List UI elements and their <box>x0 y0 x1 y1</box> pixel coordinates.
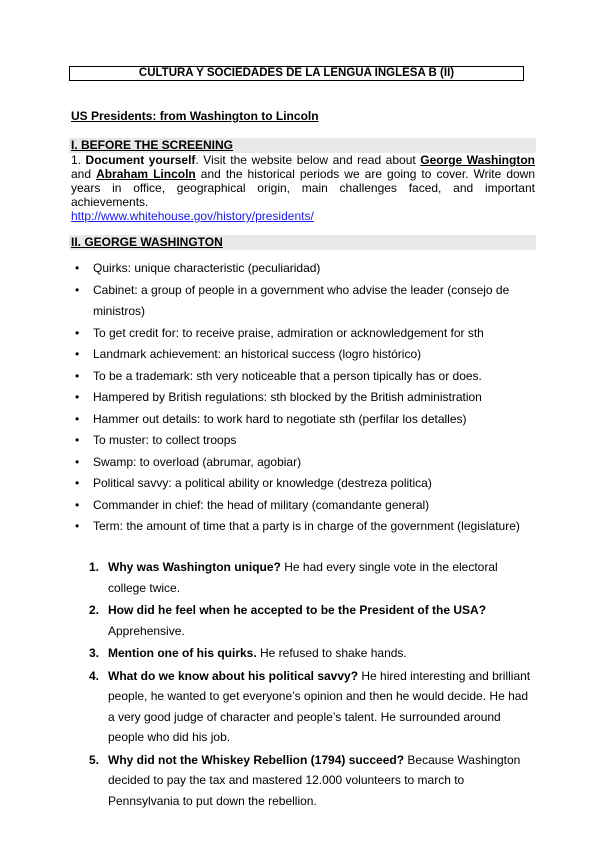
list-item <box>71 280 541 323</box>
vocab-text: Swamp: to overload (abrumar, agobiar) <box>93 454 302 469</box>
intro-text-a: . Visit the website below and read about <box>195 153 421 167</box>
intro-text-b: and <box>71 167 97 181</box>
list-item <box>71 258 541 280</box>
question-item <box>89 557 534 598</box>
question-text: Why was Washington unique? <box>108 560 281 574</box>
question-text: Mention one of his quirks. <box>108 646 257 660</box>
question-text: Why did not the Whiskey Rebellion (1794) succeed? <box>108 752 405 767</box>
bullet: • <box>75 325 80 340</box>
answer-text: Because Washington decided to pay the tax and mastered 12.000 volunteers to march to Pennsylvania to put down the rebellion. <box>108 752 521 808</box>
intro-number: 1. <box>71 153 82 167</box>
name-george-washington: George Washington <box>420 153 535 167</box>
list-item <box>71 344 541 366</box>
whitehouse-link[interactable]: http://www.whitehouse.gov/history/presidents/ <box>71 209 314 223</box>
vocab-text: Hampered by British regulations: sth blocked by the British administration <box>93 390 482 404</box>
questions-list <box>89 557 534 813</box>
page-subtitle: US Presidents: from Washington to Lincoln <box>71 109 319 123</box>
list-item <box>71 387 541 409</box>
vocab-text: To muster: to collect troops <box>93 433 237 447</box>
answer-text: He hired interesting and brilliant people, he wanted to get everyone’s opinion and then he would decide. He had a very good judge of character and people’s talent. He surrounded around people who did his job. <box>108 668 531 744</box>
question-number: 2. <box>89 603 100 617</box>
answer-text: He had every single vote in the electoral college twice. <box>108 560 498 595</box>
question-text: How did he feel when he accepted to be the President of the USA? <box>108 603 487 617</box>
vocab-text: Term: the amount of time that a party is in charge of the government (legislature) <box>93 519 520 533</box>
question-item <box>89 600 534 641</box>
vocab-text: Political savvy: a political ability or knowledge (destreza politica) <box>93 476 432 490</box>
vocab-text: Hammer out details: to work hard to negotiate sth (perfilar los detalles) <box>93 411 467 426</box>
vocab-text: To get credit for: to receive praise, admiration or acknowledgement for sth <box>93 325 484 340</box>
name-abraham-lincoln: Abraham Lincoln <box>96 167 196 181</box>
list-item <box>71 409 541 431</box>
question-text: What do we know about his political savvy? <box>108 668 359 683</box>
question-number: 5. <box>89 752 100 767</box>
question-item <box>89 666 534 748</box>
question-number: 1. <box>89 560 100 574</box>
list-item <box>71 495 541 517</box>
section-heading-george-washington: II. GEORGE WASHINGTON <box>69 235 536 250</box>
vocab-text: Commander in chief: the head of military (comandante general) <box>93 497 430 512</box>
bullet: • <box>75 347 80 361</box>
bullet: • <box>75 476 80 490</box>
section-heading-before-screening: I. BEFORE THE SCREENING <box>69 138 536 153</box>
vocab-text: To be a trademark: sth very noticeable that a person tipically has or does. <box>93 368 482 383</box>
bullet: • <box>75 497 80 512</box>
list-item <box>71 516 541 538</box>
question-number: 3. <box>89 646 100 660</box>
list-item <box>71 366 541 388</box>
answer-text: He refused to shake hands. <box>256 646 407 660</box>
course-title: CULTURA Y SOCIEDADES DE LA LENGUA INGLESA B (II) <box>69 66 524 81</box>
answer-text: Apprehensive. <box>108 623 185 638</box>
question-item <box>89 750 534 812</box>
list-item <box>71 323 541 345</box>
bullet: • <box>75 390 80 404</box>
bullet: • <box>75 454 80 469</box>
list-item <box>71 473 541 495</box>
intro-text-c: and the historical periods we are going to cover. Write down years in office, geographical origin, main challenges faced, and important achievements. <box>71 167 536 209</box>
vocab-text: Cabinet: a group of people in a government who advise the leader (consejo de ministros) <box>93 282 510 318</box>
intro-paragraph <box>71 153 535 223</box>
vocab-text: Quirks: unique characteristic (peculiaridad) <box>93 261 321 275</box>
vocab-text: Landmark achievement: an historical success (logro histórico) <box>93 347 422 361</box>
bullet: • <box>75 368 80 383</box>
vocabulary-list <box>71 258 541 538</box>
bullet: • <box>75 519 80 533</box>
question-item <box>89 643 534 664</box>
list-item <box>71 430 541 452</box>
bullet: • <box>75 261 80 275</box>
bullet: • <box>75 411 80 426</box>
intro-bold-lead: Document yourself <box>85 153 196 167</box>
bullet: • <box>75 433 80 447</box>
list-item <box>71 452 541 474</box>
question-number: 4. <box>89 668 100 683</box>
bullet: • <box>75 282 80 297</box>
